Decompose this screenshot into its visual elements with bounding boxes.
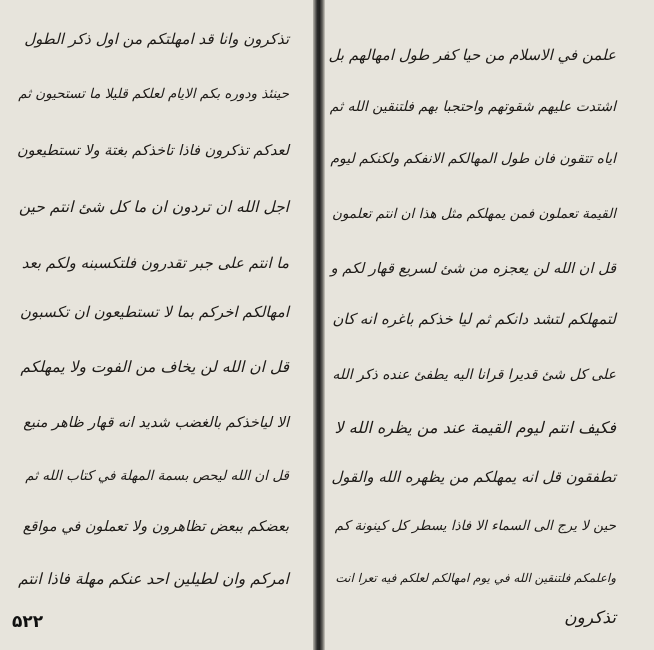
right-page-line: تذكرون	[564, 608, 616, 628]
right-page	[325, 0, 654, 650]
left-page	[0, 0, 313, 650]
right-page-line: فكيف انتم ليوم القيمة عند من يظره الله لا	[334, 418, 616, 437]
page-number: ۵۲۲	[12, 612, 44, 632]
right-page-line: القيمة تعملون فمن يمهلكم مثل هذا ان انتم تعلمون	[332, 206, 616, 222]
right-page-line: واعلمكم فلتنقين الله في يوم امهالكم لعلكم فيه تعرا انت	[335, 571, 616, 585]
left-page-line: بعضكم ببعض تظاهرون ولا تعملون في مواقع	[22, 519, 289, 535]
left-page-line: قل ان الله لن يخاف من الفوت ولا يمهلكم	[20, 358, 289, 376]
left-page-line: ما انتم على جبر تقدرون فلتكسبنه ولكم بعد	[21, 254, 289, 272]
right-page-line: اياه تتقون فان طول المهالكم الانفكم ولكنكم ليوم	[330, 151, 616, 167]
right-page-line: حين لا يرج الى السماء الا فاذا يسطر كل كينونة كم	[334, 518, 616, 534]
left-page-line: الا لياخذكم بالغضب شديد انه قهار ظاهر منيع	[23, 415, 289, 431]
left-page-line: قل ان الله ليحص بسمة المهلة في كتاب الله ثم	[25, 468, 289, 484]
left-page-line: اجل الله ان تردون ان ما كل شئ انتم حين	[18, 198, 289, 216]
left-page-line: امركم وان لطيلين احد عنكم مهلة فاذا انتم	[18, 570, 289, 588]
left-page-line: حينئذ ودوره بكم الايام لعلكم قليلا ما تستحيون ثم	[18, 86, 289, 102]
right-page-line: تطفقون قل انه يمهلكم من يظهره الله والقول	[331, 468, 616, 486]
left-page-line: امهالكم اخركم بما لا تستطيعون ان تكسبون	[19, 303, 289, 321]
right-page-line: اشتدت عليهم شقوتهم واحتجبا بهم فلتنقين الله ثم	[329, 99, 616, 115]
left-page-line: تذكرون وانا قد امهلتكم من اول ذكر الطول	[24, 30, 289, 48]
book-gutter	[313, 0, 325, 650]
right-page-line: قل ان الله لن يعجزه من شئ لسريع قهار لكم و	[330, 261, 616, 277]
right-page-line: على كل شئ قديرا قرانا اليه يطفئ عنده ذكر الله	[332, 367, 616, 383]
right-page-line: لتمهلكم لتشد دانكم ثم ليا خذكم باغره انه كان	[332, 310, 616, 328]
right-page-line: علمن في الاسلام من حيا كفر طول امهالهم بل	[328, 46, 616, 64]
left-page-line: لعدكم تذكرون فاذا تاخذكم بغتة ولا تستطيعون	[16, 143, 289, 159]
